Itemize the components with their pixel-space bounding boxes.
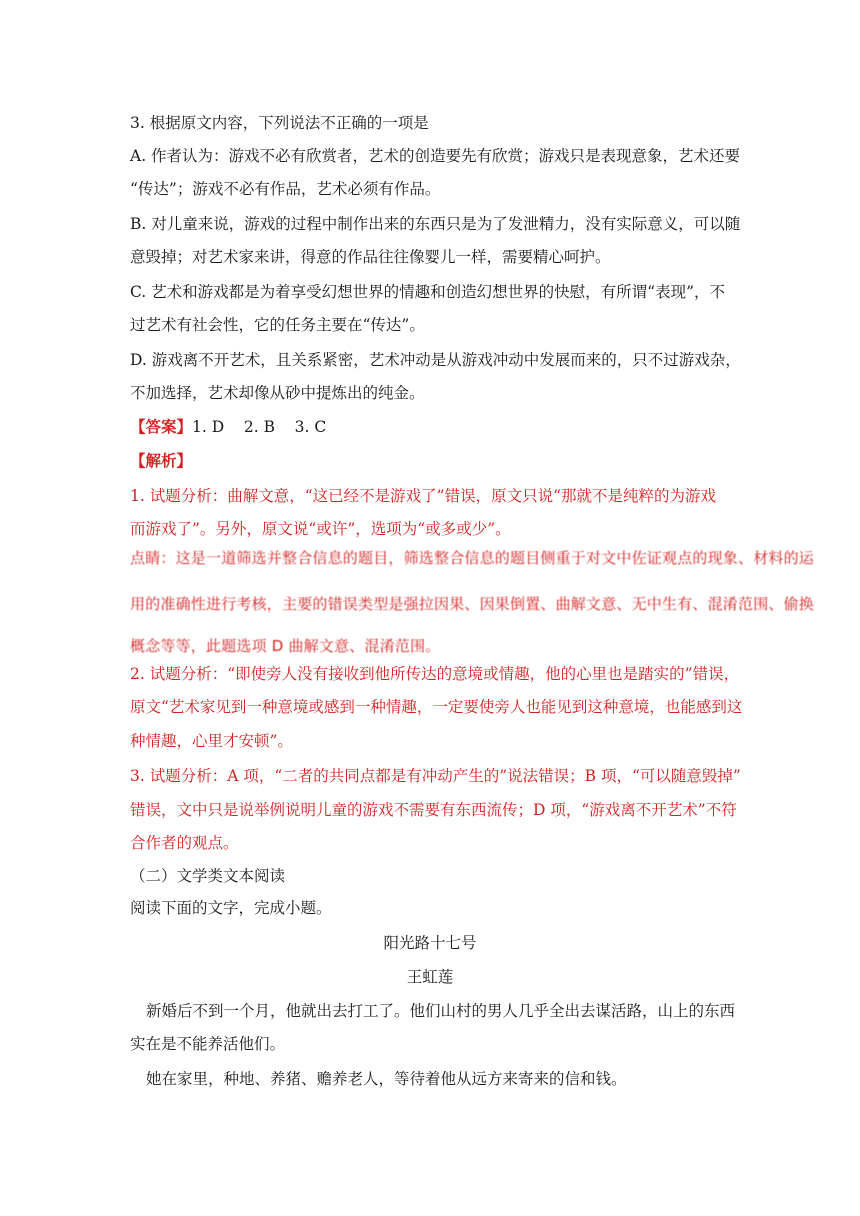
analysis1-line2: 而游戏了”。另外，原文说“或许”，选项为“或多或少”。 [130,520,511,538]
story-paragraph2: 她在家里，种地、养猪、赡养老人，等待着他从远方来寄来的信和钱。 [146,1070,627,1088]
option-a-line1: A. 作者认为：游戏不必有欣赏者，艺术的创造要先有欣赏；游戏只是表现意象，艺术还要 [130,147,741,165]
analysis2-line3: 种情趣，心里才安顿”。 [130,732,293,750]
analysis3-line1: 3. 试题分析：A 项，“二者的共同点都是有冲动产生的”说法错误；B 项，“可以随意毁掉” [130,767,741,785]
story-title: 阳光路十七号 [383,934,477,952]
option-c-line2: 过艺术有社会性，它的任务主要在“传达”。 [130,316,425,334]
option-d-line1: D. 游戏离不开艺术，且关系紧密，艺术冲动是从游戏冲动中发展而来的，只不过游戏杂， [130,351,741,369]
story-author: 王虹莲 [406,968,454,986]
section-instruction: 阅读下面的文字，完成小题。 [130,899,332,917]
section-heading: （二）文学类文本阅读 [130,867,286,885]
analysis2-line1: 2. 试题分析：“即使旁人没有接收到他所传达的意境或情趣，他的心里也是踏实的”错误， [130,665,740,683]
question3-stem: 3. 根据原文内容，下列说法不正确的一项是 [130,114,429,132]
analysis-tag-line [130,450,740,472]
option-b-line1: B. 对儿童来说，游戏的过程中制作出来的东西只是为了发泄精力，没有实际意义，可以随 [130,215,741,233]
option-d-line2: 不加选择，艺术却像从砂中提炼出的纯金。 [130,384,425,402]
story-paragraph1-line1: 新婚后不到一个月，他就出去打工了。他们山村的男人几乎全出去谋活路，山上的东西 [146,1002,736,1020]
answer-text: 1. D 2. B 3. C [192,418,327,436]
option-a-line2: “传达”；游戏不必有作品，艺术必须有作品。 [130,180,441,198]
analysis1-line1: 1. 试题分析：曲解文意，“这已经不是游戏了”错误，原文只说“那就不是纯粹的为游戏 [130,487,716,505]
analysis3-line2: 错误，文中只是说举例说明儿童的游戏不需要有东西流传；D 项，“游戏离不开艺术”不符 [130,801,737,819]
analysis3-line3: 合作者的观点。 [130,834,239,852]
option-c-line1: C. 艺术和游戏都是为着享受幻想世界的情趣和创造幻想世界的快慰，有所谓“表现”，不 [130,283,726,301]
answer-line [130,416,740,438]
answer-tag: 【答案】 [130,417,193,436]
tip-line3: 概念等等，此题选项 D 曲解文意、混淆范围。 [130,637,441,655]
analysis2-line2: 原文“艺术家见到一种意境或感到一种情趣，一定要使旁人也能见到这种意境，也能感到这 [130,698,743,716]
tip-line2: 用的准确性进行考核，主要的错误类型是强拉因果、因果倒置、曲解文意、无中生有、混淆范围、偷换 [130,595,815,613]
option-b-line2: 意毁掉；对艺术家来讲，得意的作品往往像婴儿一样，需要精心呵护。 [130,248,611,266]
analysis-tag: 【解析】 [130,451,193,470]
tip-line1: 点睛：这是一道筛选并整合信息的题目，筛选整合信息的题目侧重于对文中佐证观点的现象、材料的运 [130,549,815,567]
story-paragraph1-line2: 实在是不能养活他们。 [130,1035,286,1053]
